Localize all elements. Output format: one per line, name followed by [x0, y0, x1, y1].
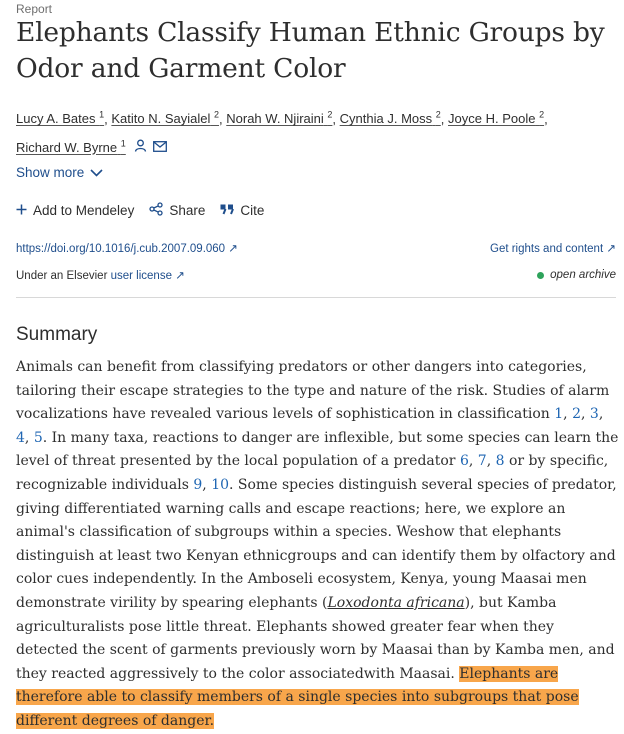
- article-actions: [16, 202, 264, 219]
- add-to-mendeley-button[interactable]: Add to Mendeley: [16, 203, 134, 218]
- summary-heading: Summary: [16, 324, 98, 345]
- chevron-down-icon: [90, 165, 103, 180]
- external-link-icon: ↗: [175, 270, 185, 282]
- email-icon[interactable]: [153, 136, 167, 160]
- reference-link[interactable]: 6: [459, 453, 469, 470]
- doi-row: [16, 241, 616, 255]
- reference-link[interactable]: 8: [495, 453, 505, 470]
- show-more-label: Show more: [16, 165, 85, 180]
- cite-button[interactable]: Cite: [220, 203, 264, 218]
- show-more-button[interactable]: [16, 165, 103, 180]
- person-icon[interactable]: [134, 136, 147, 160]
- license-row: [16, 268, 616, 282]
- reference-link[interactable]: 4: [16, 429, 25, 446]
- reference-link[interactable]: 5: [33, 429, 43, 446]
- share-icon: [149, 202, 163, 219]
- author-list: Lucy A. Bates $^1$, Katito N. Sayialel $^2$, Norah W. Njiraini $^2$, Cynthia J. Moss $^2$, Joyce H. Poole $^2$, Richard W. Byrne $^1$: [16, 103, 616, 160]
- author-link[interactable]: Norah W. Njiraini $^2$: [226, 110, 333, 127]
- share-button[interactable]: Share: [149, 202, 205, 219]
- highlighted-text: Elephants are therefore able to classify members of a single species into subgroups that pose different degrees of danger.: [16, 665, 579, 729]
- rights-link[interactable]: Get rights and content ↗: [490, 243, 616, 255]
- reference-link[interactable]: 2: [572, 406, 581, 423]
- reference-link[interactable]: 10: [211, 476, 230, 493]
- plus-icon: [16, 203, 27, 218]
- summary-text: Animals can benefit from classifying predators or other dangers into categories, tailoring their escape strategies to the type and nature of the risk. Studies of alarm vocalizations have revealed various levels of sophistication in classification 1, 2, 3, 4, 5. In many taxa, reactions to danger are inflexible, but some species can learn the level of threat presented by the local population of a predator 6, 7, 8 or by specific, recognizable individuals 9, 10. Some species distinguish several species of predator, giving differentiated warning calls and escape reactions; here, we explore an animal's classification of subgroups within a species. Weshow that elephants distinguish at least two Kenyan ethnicgroups and can identify them by olfactory and color cues independently. In the Amboseli ecosystem, Kenya, young Maasai men demonstrate virility by spearing elephants (Loxodonta africana), but Kamba agriculturalists pose little threat. Elephants showed greater fear when they detected the scent of garments previously worn by Maasai than by Kamba men, and they reacted aggressively to the color associatedwith Maasai. Elephants are therefore able to classify members of a single species into subgroups that pose different degrees of danger.: [16, 359, 619, 729]
- article-title: Elephants Classify Human Ethnic Groups by Odor and Garment Color: [16, 17, 605, 84]
- article-type: Report: [16, 2, 53, 16]
- divider: [16, 297, 616, 298]
- external-link-icon: ↗: [228, 243, 238, 255]
- species-link[interactable]: Loxodonta africana: [327, 594, 465, 611]
- author-link[interactable]: Richard W. Byrne $^1$: [16, 138, 126, 155]
- doi-link[interactable]: https://doi.org/10.1016/j.cub.2007.09.060 ↗: [16, 243, 238, 255]
- user-license-link[interactable]: user license ↗: [110, 270, 185, 282]
- reference-link[interactable]: 1: [554, 406, 564, 423]
- reference-link[interactable]: 9: [193, 476, 203, 493]
- open-archive-badge: open archive: [537, 268, 616, 282]
- author-link[interactable]: Joyce H. Poole $^2$: [448, 110, 545, 127]
- reference-link[interactable]: 3: [589, 406, 599, 423]
- license-text: Under an Elsevier user license ↗: [16, 270, 185, 282]
- quote-icon: [220, 203, 234, 218]
- open-access-dot-icon: [537, 272, 544, 279]
- author-link[interactable]: Lucy A. Bates $^1$: [16, 110, 105, 127]
- reference-link[interactable]: 7: [477, 453, 487, 470]
- author-link[interactable]: Katito N. Sayialel $^2$: [111, 110, 220, 127]
- author-link[interactable]: Cynthia J. Moss $^2$: [339, 110, 441, 127]
- external-link-icon: ↗: [606, 243, 616, 255]
